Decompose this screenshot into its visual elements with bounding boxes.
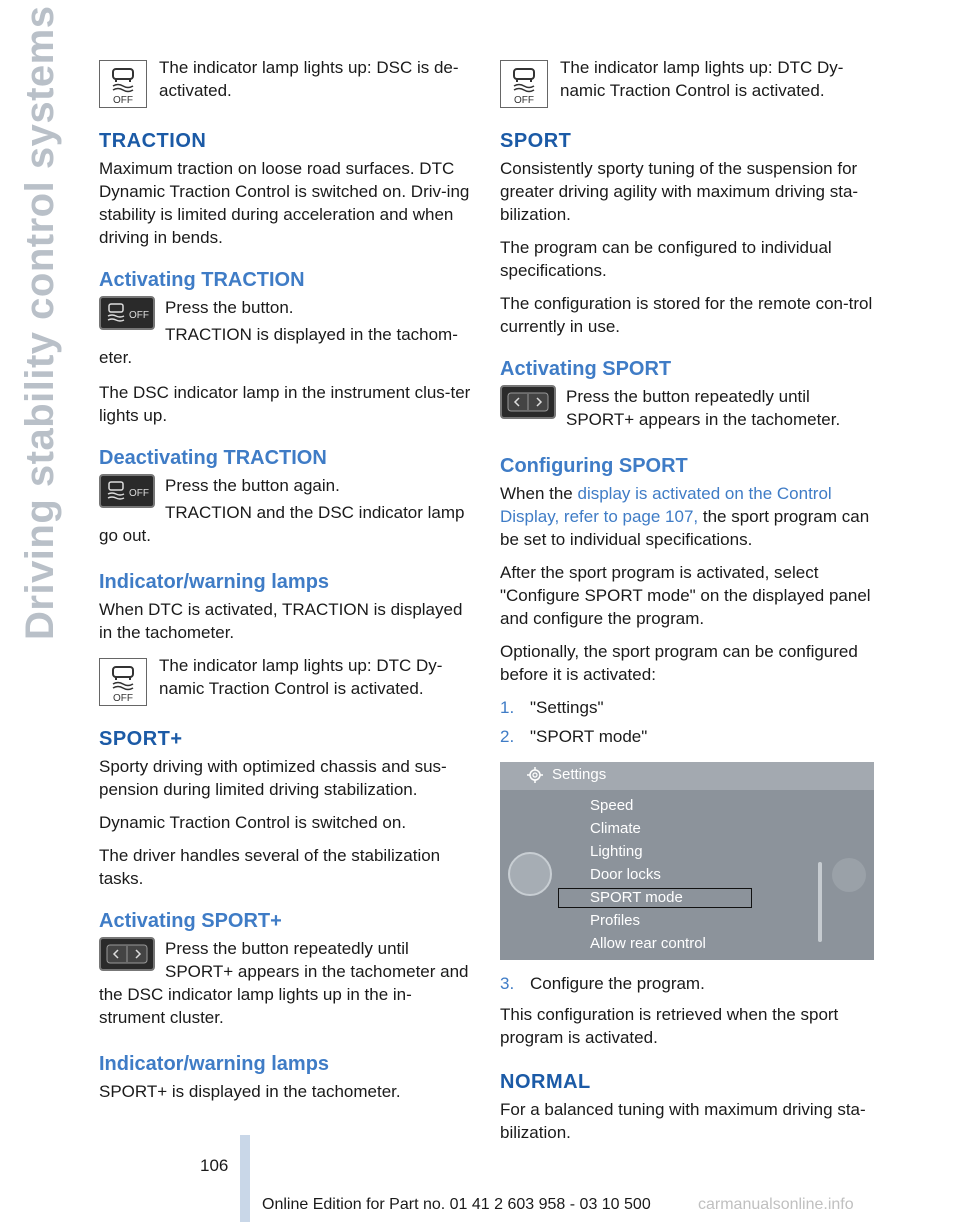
act-sportplus-text: Press the button repeatedly until SPORT+ appears in the tachometer and the DSC indicator lamp lights up in the in-strument cluster. (99, 939, 469, 1027)
right-dial-icon (832, 858, 866, 892)
step-text: "SPORT mode" (530, 727, 648, 746)
dtc-indicator-icon (99, 658, 147, 706)
mode-rocker-button-icon (99, 937, 155, 971)
indicator-dtc-active-right (500, 56, 874, 108)
svg-text:OFF: OFF (129, 488, 149, 499)
config-p2: After the sport program is activated, select "Configure SPORT mode" on the displayed panel and configure the program. (500, 563, 871, 628)
heading-traction: TRACTION (99, 130, 207, 152)
config-p3: Optionally, the sport program can be configured before it is activated: (500, 642, 858, 684)
config-p1 (500, 482, 874, 551)
traction-off-button-icon (99, 296, 155, 330)
menu-item-profiles: Profiles (590, 912, 641, 929)
indicator-text: The indicator lamp lights up: DTC Dy-namic Traction Control is activated. (159, 656, 443, 698)
menu-item-allow-rear-control: Allow rear control (590, 935, 706, 952)
deact-p1: Press the button again. (165, 476, 340, 495)
heading-activating-sport: Activating SPORT (500, 358, 672, 380)
page-number: 106 (200, 1156, 229, 1175)
ind-warn2-body: SPORT+ is displayed in the tachometer. (99, 1082, 401, 1101)
ind-warn-body: When DTC is activated, TRACTION is displayed in the tachometer. (99, 600, 463, 642)
step-text: Configure the program. (530, 974, 705, 993)
svg-text:OFF: OFF (113, 693, 133, 704)
sport-p1: Consistently sporty tuning of the suspension for greater driving agility with maximum driving sta-bilization. (500, 159, 859, 224)
page-reference-link[interactable]: display is activated on the Control Display, refer to page 107, (500, 484, 832, 526)
sportplus-p3: The driver handles several of the stabilization tasks. (99, 846, 441, 888)
heading-sport: SPORT (500, 130, 572, 152)
menu-item-speed: Speed (590, 797, 634, 814)
edition-text: Online Edition for Part no. 01 41 2 603 958 - 03 10 500 (262, 1196, 651, 1213)
left-column (99, 50, 471, 1113)
steps-list (500, 696, 874, 748)
traction-off-button-icon (99, 474, 155, 508)
dsc-off-indicator-icon (99, 60, 147, 108)
deact-p2: TRACTION and the DSC indicator lamp go out. (99, 503, 465, 545)
list-item (500, 725, 874, 748)
watermark: carmanualsonline.info (698, 1196, 854, 1213)
screen-title: Settings (552, 766, 607, 783)
step-number: 3. (500, 974, 515, 993)
indicator-dtc-active (99, 654, 471, 706)
footer-accent-bar (240, 1135, 250, 1222)
indicator-text: The indicator lamp lights up: DTC Dy-namic Traction Control is activated. (560, 58, 844, 100)
indicator-text: The indicator lamp lights up: DSC is de-activated. (159, 58, 459, 100)
traction-body: Maximum traction on loose road surfaces. DTC Dynamic Traction Control is switched on. Driv-ing stability is limited during acceleration and when driving in bends. (99, 159, 470, 247)
menu-item-door-locks: Door locks (590, 866, 661, 883)
normal-p: For a balanced tuning with maximum driving sta-bilization. (500, 1100, 866, 1142)
heading-activating-sportplus: Activating SPORT+ (99, 910, 282, 932)
heading-indicator-warning-lamps-2: Indicator/warning lamps (99, 1053, 330, 1075)
heading-activating-traction: Activating TRACTION (99, 269, 305, 291)
svg-text:OFF: OFF (113, 95, 133, 106)
step-text: "Settings" (530, 698, 604, 717)
sportplus-p1: Sporty driving with optimized chassis and sus-pension during limited driving stabilization. (99, 757, 447, 799)
config-p1-b: the sport program can be set to individual specifications. (500, 507, 870, 549)
heading-deactivating-traction: Deactivating TRACTION (99, 447, 327, 469)
list-item (500, 696, 874, 719)
settings-menu (590, 794, 706, 955)
menu-item-sport-mode: SPORT mode (590, 889, 683, 906)
sport-p3: The configuration is stored for the remote con-trol currently in use. (500, 294, 873, 336)
act-traction-p1: Press the button. (165, 298, 294, 317)
scrollbar (818, 862, 822, 942)
side-title: Driving stability control systems (18, 5, 62, 640)
sportplus-p2: Dynamic Traction Control is switched on. (99, 813, 407, 832)
config-p1-a: When the (500, 484, 578, 503)
mode-rocker-button-icon (500, 385, 556, 419)
right-column (500, 50, 874, 1154)
step-number: 2. (500, 727, 515, 746)
controller-knob-icon (508, 852, 552, 896)
sport-p2: The program can be configured to individual specifications. (500, 238, 832, 280)
act-traction-p3: The DSC indicator lamp in the instrument clus-ter lights up. (99, 383, 471, 425)
heading-normal: NORMAL (500, 1071, 591, 1093)
indicator-dsc-off (99, 56, 471, 108)
svg-text:OFF: OFF (514, 95, 534, 106)
heading-configuring-sport: Configuring SPORT (500, 455, 688, 477)
dtc-indicator-icon (500, 60, 548, 108)
gear-icon (526, 766, 544, 784)
act-sport-text: Press the button repeatedly until SPORT+ appears in the tachometer. (566, 387, 841, 429)
menu-item-climate: Climate (590, 820, 641, 837)
after-config-p: This configuration is retrieved when the sport program is activated. (500, 1005, 839, 1047)
settings-screen-image (500, 762, 874, 960)
heading-sportplus: SPORT+ (99, 728, 183, 750)
act-traction-p2: TRACTION is displayed in the tachom-eter. (99, 325, 458, 367)
steps-list-2 (500, 972, 874, 995)
activate-sport-step (500, 385, 874, 435)
heading-indicator-warning-lamps: Indicator/warning lamps (99, 571, 330, 593)
activate-sportplus-step (99, 937, 471, 1033)
step-number: 1. (500, 698, 515, 717)
deactivate-traction-step (99, 474, 471, 551)
activate-traction-step (99, 296, 471, 373)
list-item (500, 972, 874, 995)
svg-text:OFF: OFF (129, 310, 149, 321)
menu-item-lighting: Lighting (590, 843, 643, 860)
